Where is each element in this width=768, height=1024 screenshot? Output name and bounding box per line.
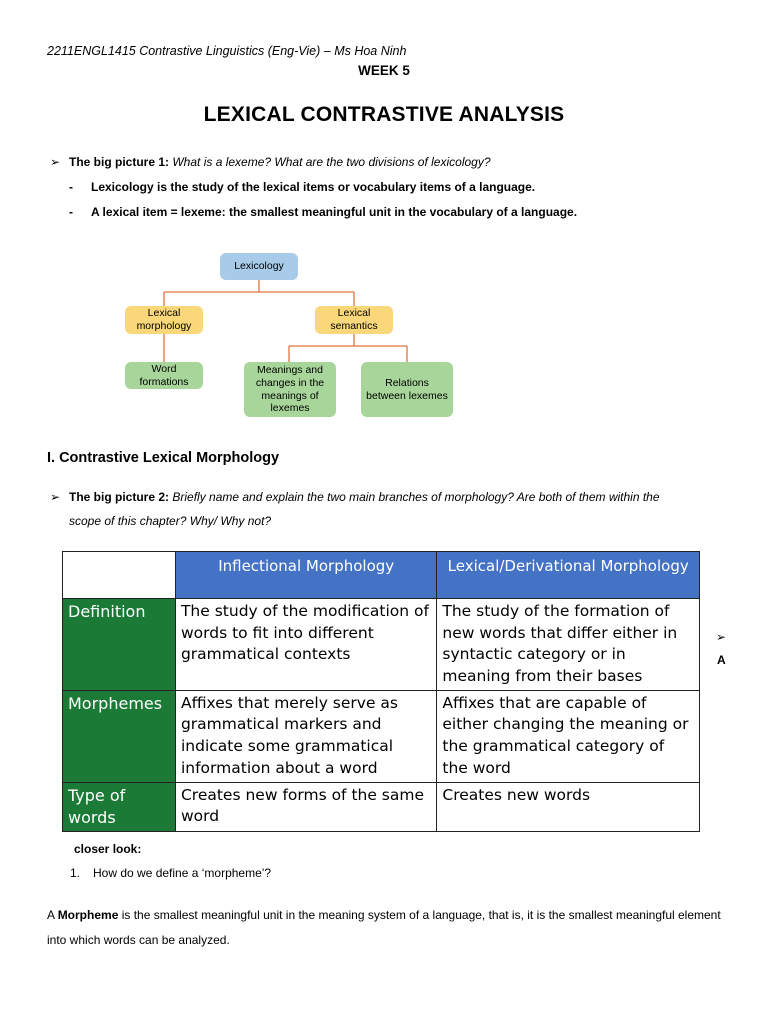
big-picture-2-question-cont: scope of this chapter? Why/ Why not? bbox=[69, 514, 272, 528]
big-picture-2-label: The big picture 2: bbox=[69, 490, 170, 504]
question-text: How do we define a ‘morpheme’? bbox=[93, 866, 272, 880]
arrow-bullet-icon: ➢ bbox=[50, 155, 61, 169]
table-row bbox=[63, 782, 700, 832]
node-meanings: Meanings and changes in the meanings of lexemes bbox=[244, 362, 336, 417]
row-header: Morphemes bbox=[63, 690, 176, 782]
course-title: 2211ENGL1415 Contrastive Linguistics (Eng-Vie) – Ms Hoa Ninh bbox=[47, 44, 407, 58]
page-title: LEXICAL CONTRASTIVE ANALYSIS bbox=[203, 103, 565, 126]
definition-term: Morpheme bbox=[57, 908, 119, 922]
definition-text: is the smallest meaningful unit in the meaning system of a language, that is, it is the smallest meaningful element into which words can be analyzed. bbox=[47, 908, 721, 947]
big-picture-1-question: What is a lexeme? What are the two divisions of lexicology? bbox=[172, 155, 491, 169]
section-heading: I. Contrastive Lexical Morphology bbox=[47, 450, 280, 466]
dash-bullet: - bbox=[69, 205, 73, 219]
big-picture-1 bbox=[50, 155, 491, 169]
node-lexicology: Lexicology bbox=[220, 253, 298, 280]
list-item bbox=[69, 205, 577, 219]
list-item-text: Lexicology is the study of the lexical items or vocabulary items of a language. bbox=[91, 180, 536, 194]
definition-prefix: A bbox=[47, 908, 58, 922]
arrow-bullet-icon: ➢ bbox=[716, 630, 727, 644]
table-cell: Creates new words bbox=[437, 782, 700, 832]
column-header: Inflectional Morphology bbox=[175, 552, 436, 599]
side-letter: A bbox=[717, 653, 726, 667]
node-word-formations: Word formations bbox=[125, 362, 203, 389]
dash-bullet: - bbox=[69, 180, 73, 194]
week-label: WEEK 5 bbox=[358, 63, 410, 78]
table-cell: The study of the modification of words to fit into different grammatical contexts bbox=[175, 599, 436, 691]
node-lexical-morphology: Lexical morphology bbox=[125, 306, 203, 334]
list-item-text: A lexical item = lexeme: the smallest meaningful unit in the vocabulary of a language. bbox=[91, 205, 578, 219]
node-relations: Relations between lexemes bbox=[361, 362, 453, 417]
row-header: Definition bbox=[63, 599, 176, 691]
morpheme-definition bbox=[47, 903, 727, 953]
table-row bbox=[63, 690, 700, 782]
arrow-bullet-icon: ➢ bbox=[50, 490, 61, 504]
big-picture-1-label: The big picture 1: bbox=[69, 155, 170, 169]
big-picture-2-question: Briefly name and explain the two main branches of morphology? Are both of them within the bbox=[172, 490, 660, 504]
question-1 bbox=[70, 866, 271, 880]
morphology-table bbox=[62, 551, 700, 832]
list-item bbox=[69, 180, 535, 194]
table-cell: Affixes that are capable of either changing the meaning or the grammatical category of the word bbox=[437, 690, 700, 782]
table-cell: Creates new forms of the same word bbox=[175, 782, 436, 832]
table-row bbox=[63, 599, 700, 691]
closer-look-label: closer look: bbox=[74, 842, 142, 856]
table-corner bbox=[63, 552, 176, 599]
column-header: Lexical/Derivational Morphology bbox=[437, 552, 700, 599]
table-cell: Affixes that merely serve as grammatical markers and indicate some grammatical information about a word bbox=[175, 690, 436, 782]
table-cell: The study of the formation of new words that differ either in syntactic category or in meaning from their bases bbox=[437, 599, 700, 691]
node-lexical-semantics: Lexical semantics bbox=[315, 306, 393, 334]
table-header-row bbox=[63, 552, 700, 599]
big-picture-2 bbox=[50, 490, 660, 504]
question-number: 1. bbox=[70, 866, 81, 880]
row-header: Type of words bbox=[63, 782, 176, 832]
